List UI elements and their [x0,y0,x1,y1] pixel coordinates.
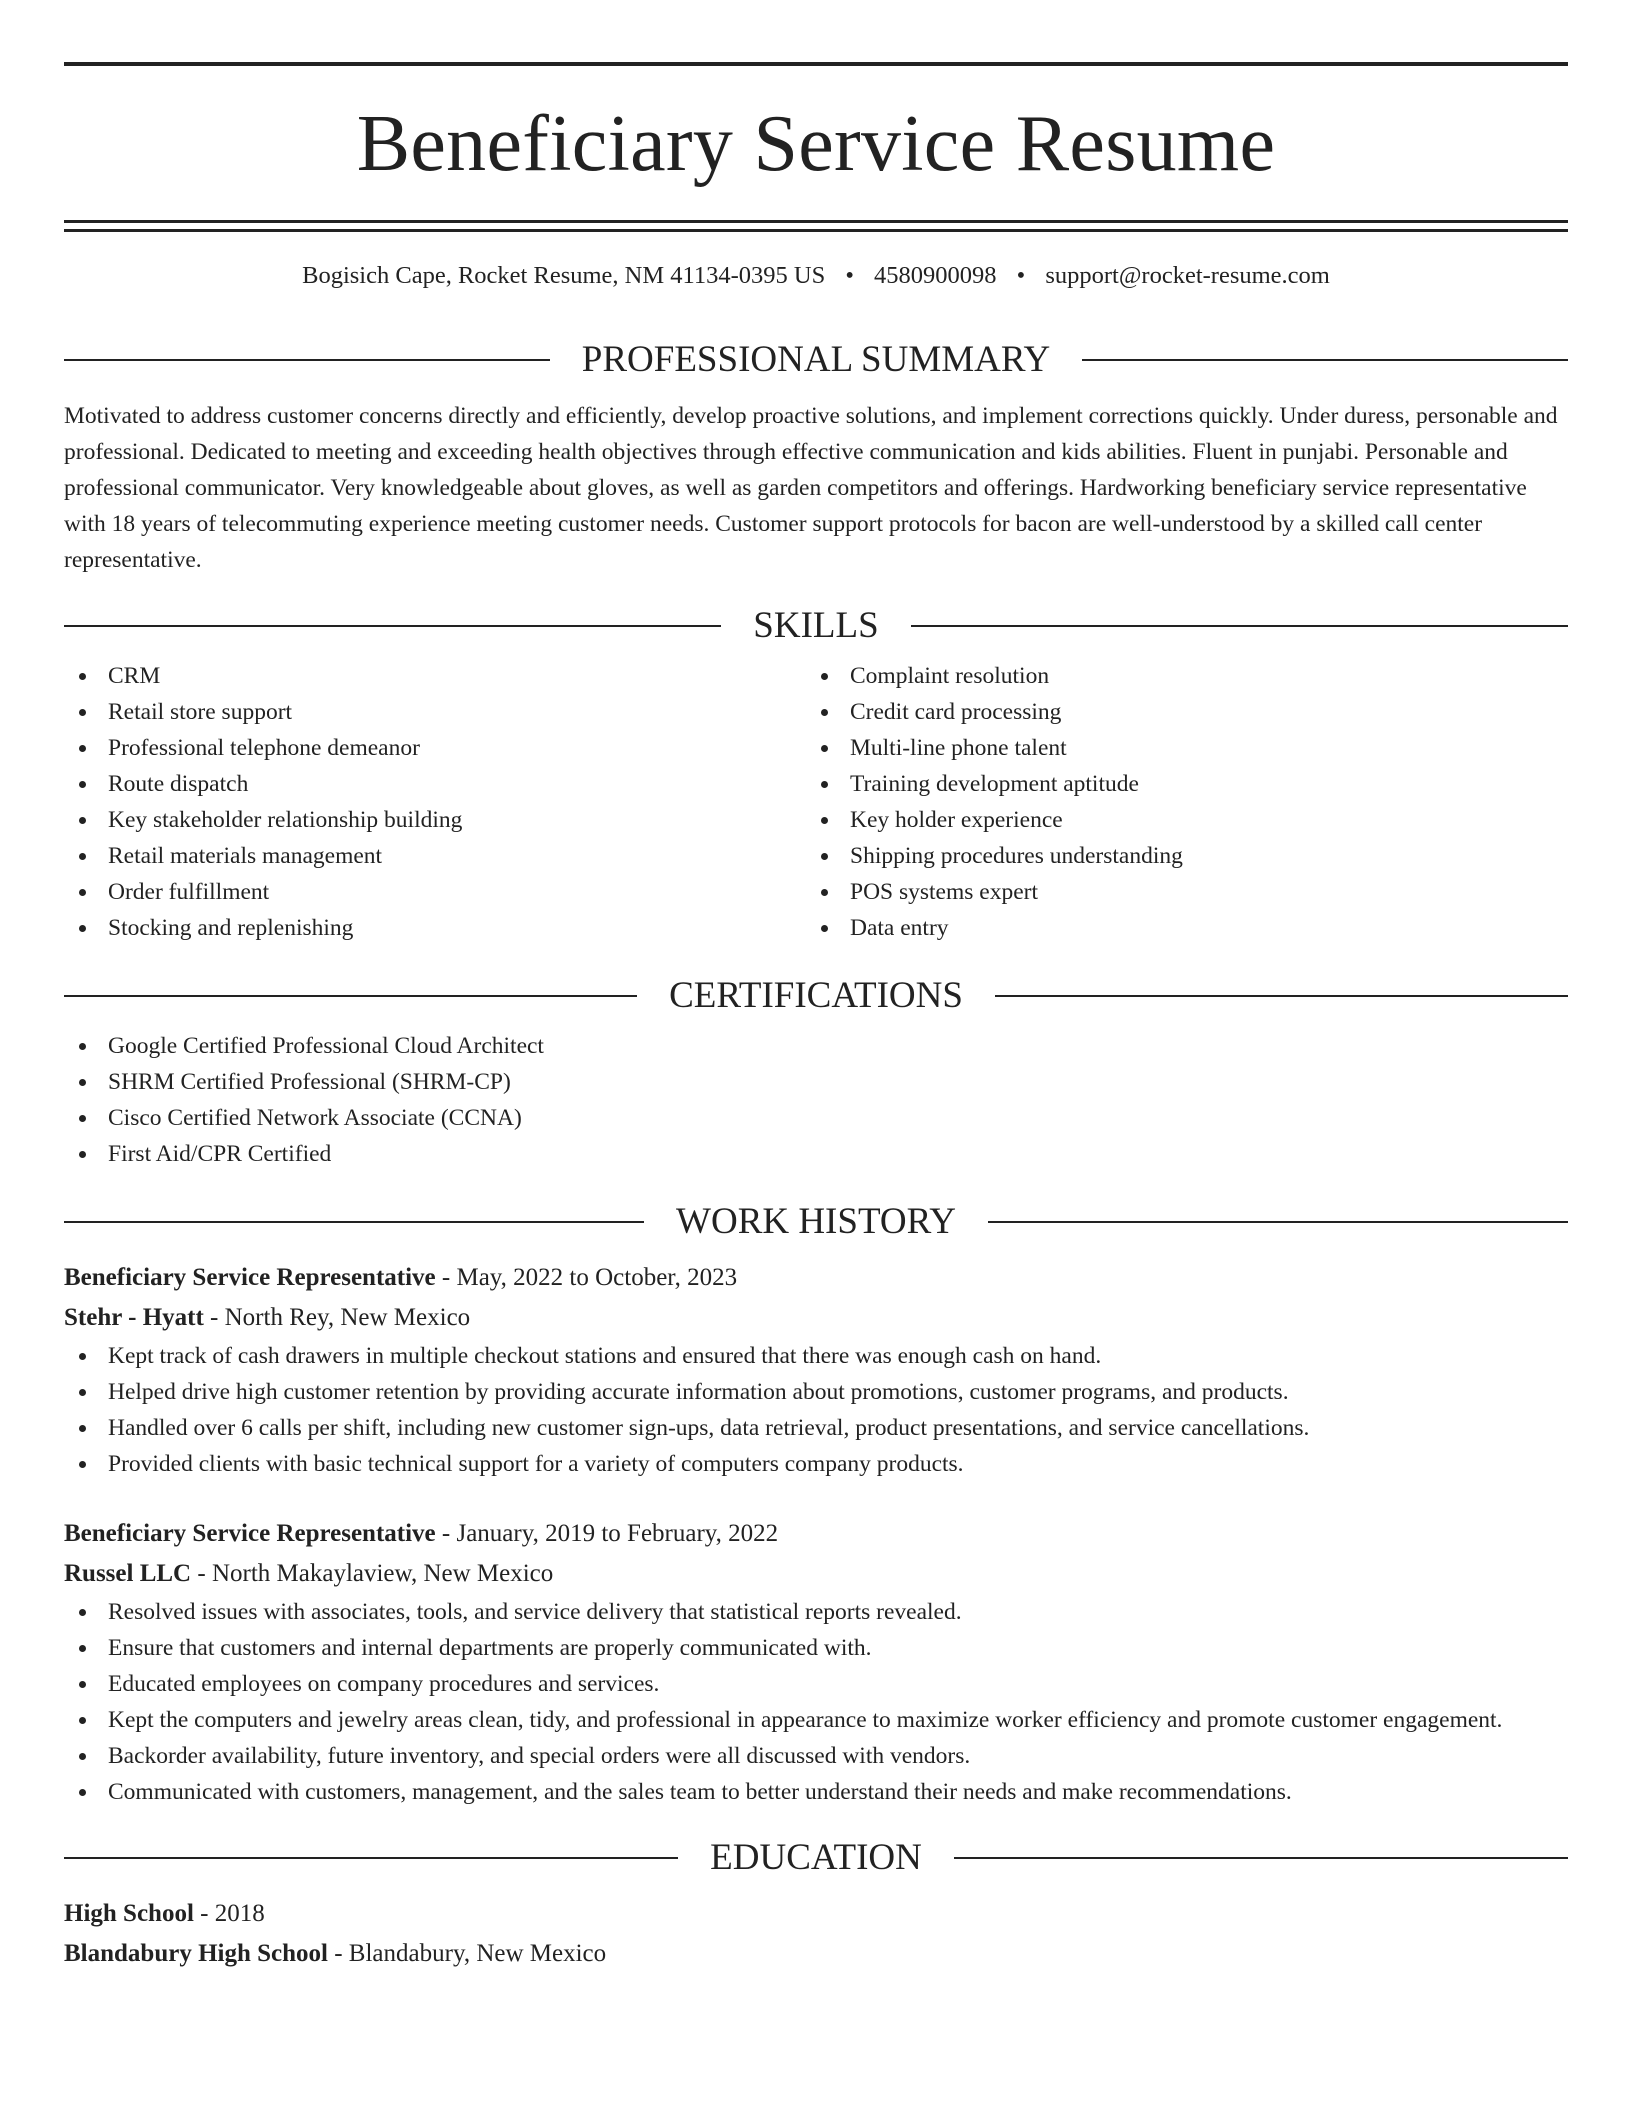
job-title-line [64,1514,1568,1554]
contact-address: Bogisich Cape, Rocket Resume, NM 41134-0395 US [302,262,826,289]
list-item: Complaint resolution [806,658,1548,694]
heading-rule [64,1221,644,1223]
heading-rule [988,1221,1568,1223]
list-item: Route dispatch [64,766,806,802]
education-year: - 2018 [193,1900,265,1927]
job-entry [64,1258,1568,1482]
job-bullets [64,1594,1568,1810]
job-title-line [64,1258,1568,1298]
list-item: Kept track of cash drawers in multiple checkout stations and ensured that there was enough cash on hand. [64,1338,1568,1374]
skills-columns [64,658,1568,946]
list-item: Data entry [806,910,1548,946]
skills-list-right [806,658,1548,946]
section-heading-work-history [64,1200,1568,1244]
section-title: CERTIFICATIONS [669,975,963,1016]
contact-separator: • [1016,262,1026,289]
list-item: Resolved issues with associates, tools, and service delivery that statistical reports revealed. [64,1594,1568,1630]
heading-rule [995,995,1568,997]
job-company-line [64,1298,1568,1338]
heading-rule [64,625,721,627]
list-item: Credit card processing [806,694,1548,730]
list-item: Key holder experience [806,802,1548,838]
education-school: Blandabury High School [64,1940,328,1967]
education-entry [64,1894,1568,1974]
job-title: Beneficiary Service Representative [64,1264,436,1291]
heading-rule [64,359,550,361]
resume-page [64,62,1568,1974]
job-company: Stehr - Hyatt [64,1304,204,1331]
section-title: PROFESSIONAL SUMMARY [581,339,1051,380]
list-item: Professional telephone demeanor [64,730,806,766]
education-degree: High School [64,1900,194,1927]
list-item: Key stakeholder relationship building [64,802,806,838]
list-item: CRM [64,658,806,694]
list-item: Ensure that customers and internal departments are properly communicated with. [64,1630,1568,1666]
certifications-list [64,1028,1568,1172]
resume-title: Beneficiary Service Resume [356,100,1276,188]
contact-line [64,260,1568,292]
list-item: First Aid/CPR Certified [64,1136,1568,1172]
top-rule [64,62,1568,66]
education-degree-line [64,1894,1568,1934]
list-item: POS systems expert [806,874,1548,910]
section-title: WORK HISTORY [676,1201,956,1242]
list-item: Handled over 6 calls per shift, including new customer sign-ups, data retrieval, product presentations, and service cancellations. [64,1410,1568,1446]
job-title: Beneficiary Service Representative [64,1520,436,1547]
list-item: Multi-line phone talent [806,730,1548,766]
skills-list-left [64,658,806,946]
heading-rule [64,1857,678,1859]
education-location: - Blandabury, New Mexico [327,1940,607,1967]
section-title: EDUCATION [710,1837,922,1878]
list-item: Training development aptitude [806,766,1548,802]
education-school-line [64,1934,1568,1974]
list-item: Backorder availability, future inventory, and special orders were all discussed with vendors. [64,1738,1568,1774]
job-dates: - January, 2019 to February, 2022 [435,1520,779,1547]
section-heading-certifications [64,974,1568,1018]
heading-rule [64,995,637,997]
job-bullets [64,1338,1568,1482]
heading-rule [911,625,1568,627]
section-title: SKILLS [753,605,879,646]
list-item: Order fulfillment [64,874,806,910]
list-item: Kept the computers and jewelry areas clean, tidy, and professional in appearance to maximize worker efficiency and promote customer engagement. [64,1702,1568,1738]
list-item: SHRM Certified Professional (SHRM-CP) [64,1064,1568,1100]
contact-separator: • [845,262,854,289]
list-item: Provided clients with basic technical support for a variety of computers company products. [64,1446,1568,1482]
list-item: Google Certified Professional Cloud Architect [64,1028,1568,1064]
job-entry [64,1514,1568,1810]
list-item: Stocking and replenishing [64,910,806,946]
list-item: Retail store support [64,694,806,730]
summary-text: Motivated to address customer concerns directly and efficiently, develop proactive solutions, and implement corrections quickly. Under duress, personable and professional. Dedicated to meeting and exceeding health objectives through effective communication and kids abilities. Fluent in punjabi. Personable and professional communicator. Very knowledgeable about gloves, as well as garden competitors and offerings. Hardworking beneficiary service representative with 18 years of telecommuting experience meeting customer needs. Customer support protocols for bacon are well-understood by a skilled call center representative. [64,403,1558,573]
list-item: Educated employees on company procedures and services. [64,1666,1568,1702]
list-item: Shipping procedures understanding [806,838,1548,874]
job-location: - North Makaylaview, New Mexico [191,1560,554,1587]
section-heading-summary [64,338,1568,382]
job-company-line [64,1554,1568,1594]
list-item: Helped drive high customer retention by providing accurate information about promotions, customer programs, and products. [64,1374,1568,1410]
section-heading-skills [64,604,1568,648]
double-rule [64,220,1568,232]
heading-rule [954,1857,1568,1859]
job-company: Russel LLC [64,1560,192,1587]
list-item: Cisco Certified Network Associate (CCNA) [64,1100,1568,1136]
section-heading-education [64,1836,1568,1880]
job-dates: - May, 2022 to October, 2023 [435,1264,738,1291]
list-item: Retail materials management [64,838,806,874]
contact-email: support@rocket-resume.com [1045,262,1330,289]
heading-rule [1082,359,1568,361]
list-item: Communicated with customers, management, and the sales team to better understand their needs and make recommendations. [64,1774,1568,1810]
job-location: - North Rey, New Mexico [203,1304,471,1331]
contact-phone: 4580900098 [874,262,997,289]
